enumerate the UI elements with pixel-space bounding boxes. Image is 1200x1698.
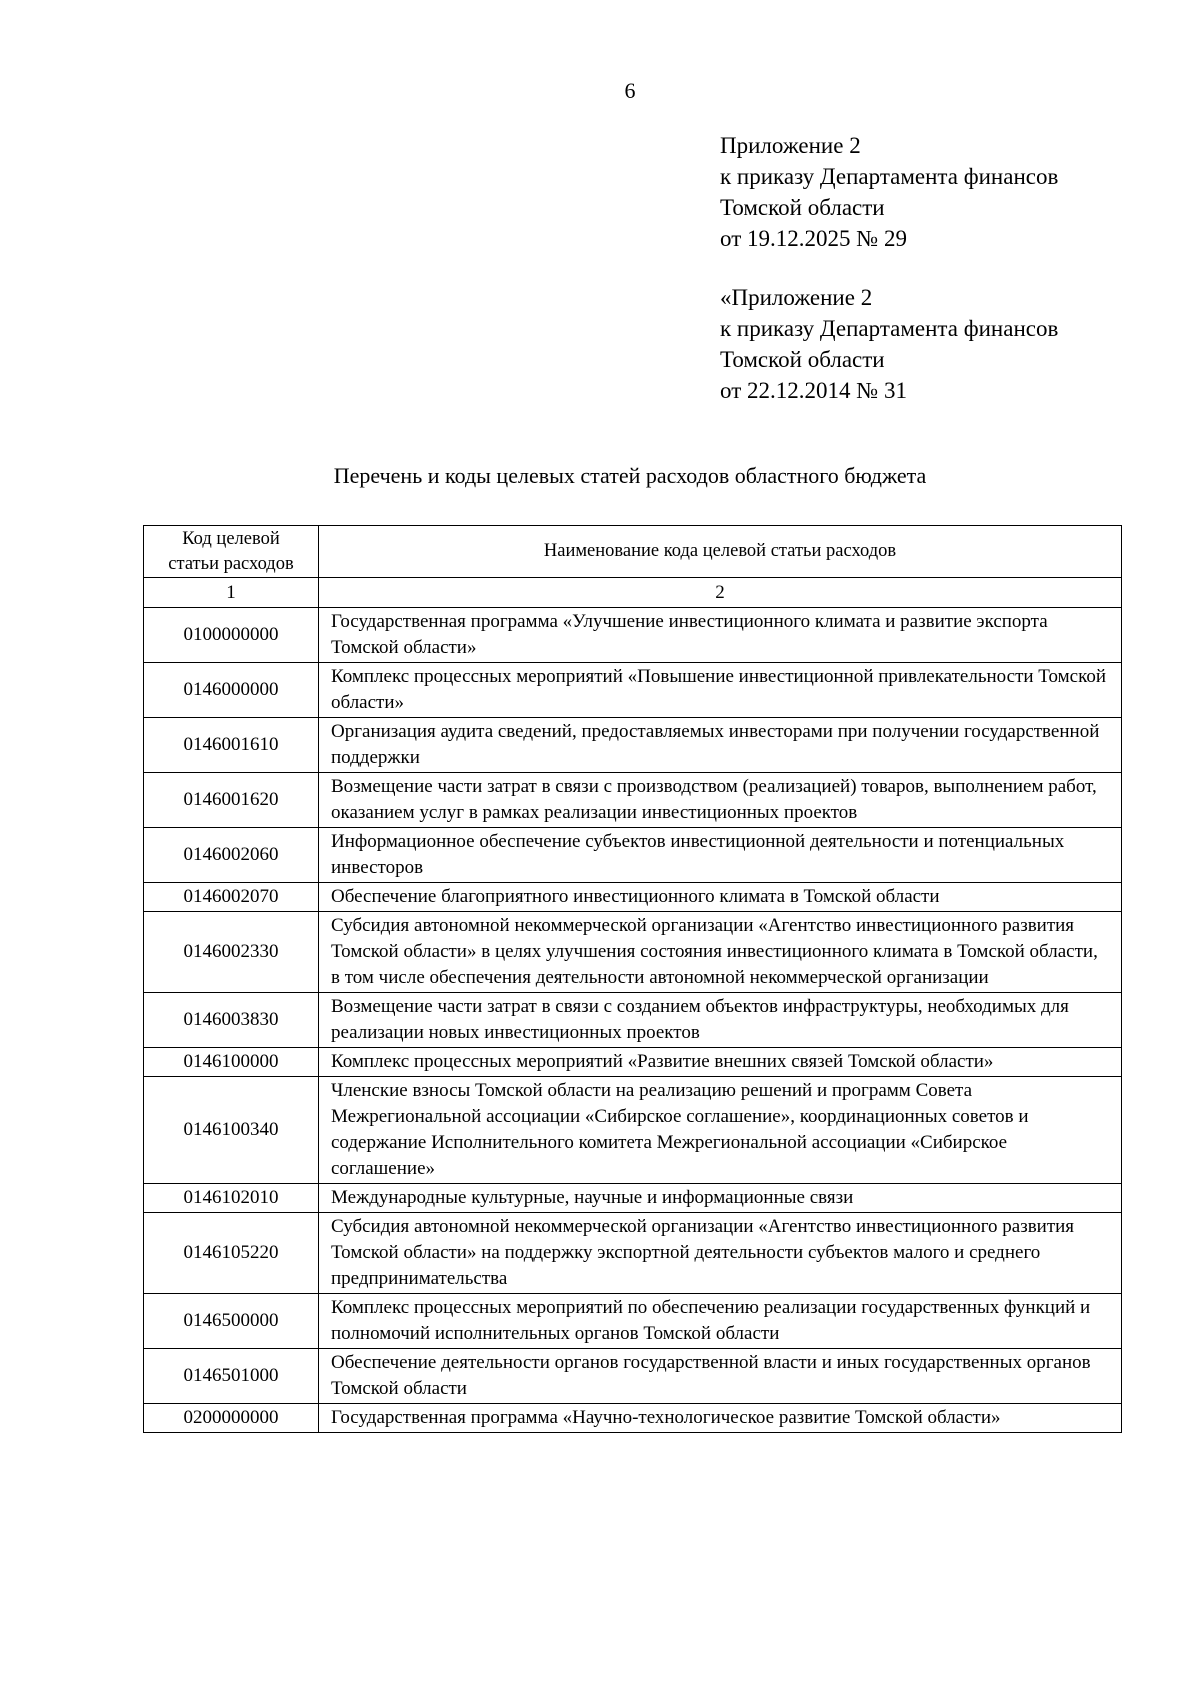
row-code: 0146105220 bbox=[144, 1213, 319, 1294]
table-row bbox=[144, 608, 1122, 663]
appendix-line: к приказу Департамента финансов bbox=[720, 164, 1059, 189]
target-articles-table bbox=[143, 525, 1122, 1433]
table-row bbox=[144, 993, 1122, 1048]
table-row bbox=[144, 1404, 1122, 1433]
table-row bbox=[144, 828, 1122, 883]
row-name: Членские взносы Томской области на реализацию решений и программ Совета Межрегиональной ассоциации «Сибирское соглашение», координационных советов и содержание Исполнительного комитета Межрегиональной ассоциации «Сибирское соглашение» bbox=[319, 1077, 1122, 1184]
row-name: Государственная программа «Научно-технологическое развитие Томской области» bbox=[319, 1404, 1122, 1433]
row-name: Комплекс процессных мероприятий по обеспечению реализации государственных функций и полномочий исполнительных органов Томской области bbox=[319, 1294, 1122, 1349]
row-code: 0146102010 bbox=[144, 1184, 319, 1213]
table-row bbox=[144, 912, 1122, 993]
column-number: 2 bbox=[319, 578, 1122, 608]
table-row bbox=[144, 663, 1122, 718]
table-row bbox=[144, 1213, 1122, 1294]
row-name: Субсидия автономной некоммерческой организации «Агентство инвестиционного развития Томской области» на поддержку экспортной деятельности субъектов малого и среднего предпринимательства bbox=[319, 1213, 1122, 1294]
appendix-header-original bbox=[720, 282, 1058, 406]
row-name: Информационное обеспечение субъектов инвестиционной деятельности и потенциальных инвесторов bbox=[319, 828, 1122, 883]
row-code: 0146002070 bbox=[144, 883, 319, 912]
row-code: 0146002060 bbox=[144, 828, 319, 883]
header-code bbox=[144, 526, 319, 578]
table-row bbox=[144, 1048, 1122, 1077]
row-code: 0200000000 bbox=[144, 1404, 319, 1433]
row-code: 0100000000 bbox=[144, 608, 319, 663]
appendix-line: Приложение 2 bbox=[720, 133, 861, 158]
row-code: 0146500000 bbox=[144, 1294, 319, 1349]
row-code: 0146001620 bbox=[144, 773, 319, 828]
row-name: Комплекс процессных мероприятий «Развитие внешних связей Томской области» bbox=[319, 1048, 1122, 1077]
row-code: 0146001610 bbox=[144, 718, 319, 773]
header-code-line: Код целевой bbox=[182, 528, 280, 549]
row-code: 0146100000 bbox=[144, 1048, 319, 1077]
appendix-line: «Приложение 2 bbox=[720, 285, 873, 310]
row-code: 0146100340 bbox=[144, 1077, 319, 1184]
table-row bbox=[144, 1294, 1122, 1349]
row-name: Возмещение части затрат в связи с производством (реализацией) товаров, выполнением работ, оказанием услуг в рамках реализации инвестиционных проектов bbox=[319, 773, 1122, 828]
row-name: Субсидия автономной некоммерческой организации «Агентство инвестиционного развития Томской области» в целях улучшения состояния инвестиционного климата в Томской области, в том числе обеспечения деятельности автономной некоммерческой организации bbox=[319, 912, 1122, 993]
table-row bbox=[144, 1077, 1122, 1184]
column-number: 1 bbox=[144, 578, 319, 608]
appendix-line: от 22.12.2014 № 31 bbox=[720, 378, 907, 403]
page-number: 6 bbox=[624, 78, 636, 103]
row-name: Государственная программа «Улучшение инвестиционного климата и развитие экспорта Томской области» bbox=[319, 608, 1122, 663]
appendix-line: Томской области bbox=[720, 195, 885, 220]
header-code-line: статьи расходов bbox=[168, 553, 294, 574]
table-row bbox=[144, 718, 1122, 773]
appendix-line: от 19.12.2025 № 29 bbox=[720, 226, 907, 251]
row-name: Комплекс процессных мероприятий «Повышение инвестиционной привлекательности Томской области» bbox=[319, 663, 1122, 718]
row-name: Обеспечение деятельности органов государственной власти и иных государственных органов Томской области bbox=[319, 1349, 1122, 1404]
table-row bbox=[144, 773, 1122, 828]
appendix-line: к приказу Департамента финансов bbox=[720, 316, 1059, 341]
row-name: Обеспечение благоприятного инвестиционного климата в Томской области bbox=[319, 883, 1122, 912]
appendix-line: Томской области bbox=[720, 347, 885, 372]
row-code: 0146501000 bbox=[144, 1349, 319, 1404]
table-row bbox=[144, 1184, 1122, 1213]
document-title: Перечень и коды целевых статей расходов областного бюджета bbox=[333, 463, 927, 488]
table-row bbox=[144, 883, 1122, 912]
row-name: Возмещение части затрат в связи с созданием объектов инфраструктуры, необходимых для реализации новых инвестиционных проектов bbox=[319, 993, 1122, 1048]
appendix-header-current bbox=[720, 130, 1058, 254]
table-header-row bbox=[144, 526, 1122, 578]
row-code: 0146000000 bbox=[144, 663, 319, 718]
column-number-row bbox=[144, 578, 1122, 608]
header-name: Наименование кода целевой статьи расходов bbox=[319, 526, 1122, 578]
table-row bbox=[144, 1349, 1122, 1404]
row-code: 0146002330 bbox=[144, 912, 319, 993]
row-code: 0146003830 bbox=[144, 993, 319, 1048]
row-name: Международные культурные, научные и информационные связи bbox=[319, 1184, 1122, 1213]
row-name: Организация аудита сведений, предоставляемых инвесторами при получении государственной поддержки bbox=[319, 718, 1122, 773]
